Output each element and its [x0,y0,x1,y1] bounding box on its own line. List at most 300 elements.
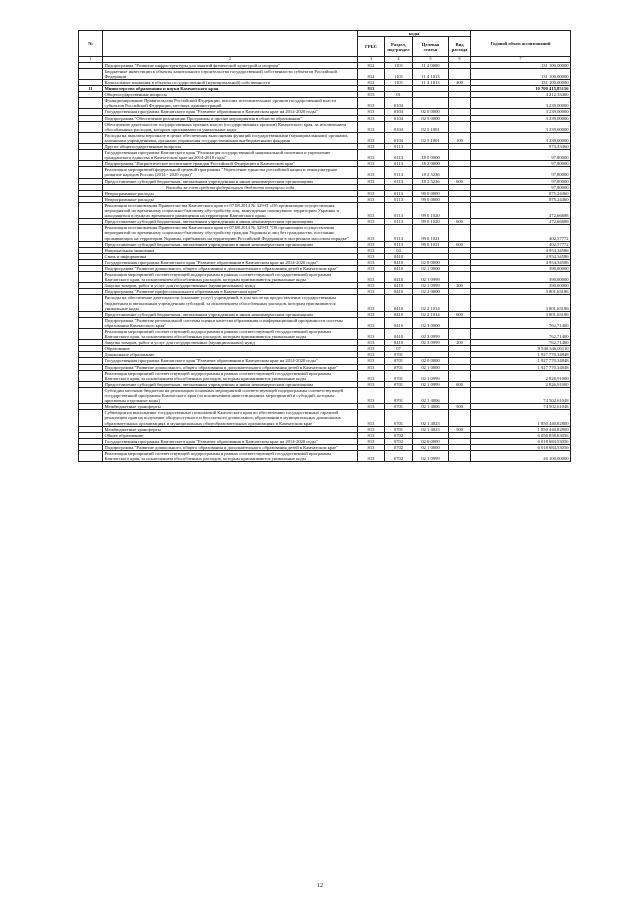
row-number [79,98,103,109]
row-grbs: 813 [358,225,385,241]
table-row [79,132,571,143]
row-target-article [413,98,449,109]
row-razdel: 0113 [385,241,413,247]
table-row [79,167,571,178]
row-razdel: 0702 [385,432,413,438]
table-row [79,370,571,381]
header-name [103,31,358,57]
row-target-article: 02 1 4023 [413,410,449,426]
row-expense-type [449,317,471,328]
row-name: Реализация постановления Правительства Камчатского края от 07.08.2014 № 329-П "Об организации осуществления мероприятий по временному социально-бытовому обустройству граждан Украины и лиц без гражданства, постоянно проживающих на территории Украины, прибывших на территорию Российской Федерации в экстренном массовом порядке" [103,225,358,241]
row-sum: 3 801,63186 [471,289,571,295]
row-sum: 973,33460 [471,144,571,150]
row-target-article: 11 4 1013 [413,68,449,79]
row-grbs: 812 [358,68,385,79]
header-csr: Целевая статья [413,37,449,57]
row-grbs: 813 [358,144,385,150]
row-grbs: 813 [358,404,385,410]
row-expense-type [449,98,471,109]
page-number: 12 [317,883,323,889]
row-name: Капитальные вложения в объекты государственной (муниципальной) собственности [103,79,358,85]
row-sum: 2 826,91000 [471,381,571,387]
row-name: Подпрограмма "Развитие инфраструктуры для занятий физической культурой и спортом" [103,62,358,68]
row-sum: 74 502,61048 [471,404,571,410]
row-sum: 74 502,61048 [471,387,571,403]
row-expense-type [449,68,471,79]
row-target-article: 02 1 0999 [413,283,449,289]
row-grbs: 813 [358,121,385,132]
row-sum: 3 239,00000 [471,109,571,115]
row-grbs: 813 [358,358,385,364]
row-name: Образование [103,346,358,352]
row-target-article: 02 2 0000 [413,289,449,295]
row-name: Обеспечение деятельности государственных органов власти (государственных органов) Камчатского края, за исключением обособленных расходов, которым присваиваются уникальные коды [103,121,358,132]
row-sum: 2 826,91000 [471,370,571,381]
row-razdel: 0113 [385,196,413,202]
row-razdel: 0701 [385,426,413,432]
row-razdel: 0113 [385,178,413,184]
column-index: 4 [385,57,413,63]
row-name: Межбюджетные трансферты [103,426,358,432]
row-number [79,132,103,143]
row-name: Предоставление субсидий бюджетным, автономным учреждениям и иным некоммерческим организациям [103,178,358,184]
row-number [79,317,103,328]
row-name: Государственная программа Камчатского края "Развитие образования в Камчатском крае на 2014-2020 годы" [103,438,358,444]
row-number [79,272,103,283]
row-target-article: 18 0 0000 [413,150,449,161]
row-razdel: 0104 [385,132,413,143]
row-grbs: 813 [358,295,385,311]
row-razdel: 1101 [385,68,413,79]
column-index: 7 [471,57,571,63]
row-sum: 20 100,00000 [471,450,571,461]
row-grbs: 813 [358,289,385,295]
row-expense-type [449,295,471,311]
table-row [79,150,571,161]
row-sum: 762,71400 [471,329,571,340]
row-target-article: 02 1 4006 [413,387,449,403]
row-grbs: 813 [358,329,385,340]
row-name: Реализация мероприятий соответствующей подпрограммы в рамках соответствующей государственной программы Камчатского края, за исключением обособленных расходов, которым присваиваются уникальные коды [103,450,358,461]
row-name: Государственная программа Камчатского края "Развитие образования в Камчатском крае на 2014-2020 годы" [103,358,358,364]
row-razdel: 0702 [385,444,413,450]
row-razdel: 0104 [385,109,413,115]
row-name: Подпрограмма "Развитие дошкольного, общего образования и дополнительного образования детей в Камчатском крае" [103,265,358,271]
row-grbs: 813 [358,132,385,143]
row-name: Предоставление субсидий бюджетным, автономным учреждениям и иным некоммерческим организациям [103,311,358,317]
row-target-article: 02 0 0000 [413,259,449,265]
row-number [79,202,103,218]
row-target-article: 02 3 0999 [413,340,449,346]
row-grbs: 813 [358,381,385,387]
row-name: Подпрограмма "Развитие региональной системы оценки качества образования и информационной прозрачности системы образования Камчатского края" [103,317,358,328]
row-sum: 131 100,00000 [471,79,571,85]
row-expense-type [449,150,471,161]
row-sum: 472,66688 [471,219,571,225]
row-grbs: 813 [358,364,385,370]
row-expense-type [449,202,471,218]
row-expense-type [449,167,471,178]
row-expense-type: 200 [449,340,471,346]
row-razdel: 0410 [385,317,413,328]
table-row [79,272,571,283]
row-target-article: 99 0 1020 [413,202,449,218]
row-sum: 97,80000 [471,167,571,178]
row-sum: 97,80000 [471,178,571,184]
row-sum: 1 850 440,82800 [471,410,571,426]
row-target-article: 99 0 0000 [413,190,449,196]
row-target-article: 99 0 1021 [413,225,449,241]
row-grbs: 813 [358,98,385,109]
table-row [79,202,571,218]
row-grbs: 813 [358,115,385,121]
row-name: Подпрограмма "Обеспечение реализации Программы и прочие мероприятия в области образования" [103,115,358,121]
row-expense-type: 400 [449,79,471,85]
column-index: 5 [413,57,449,63]
row-razdel: 0410 [385,259,413,265]
row-razdel: 0410 [385,272,413,283]
row-razdel: 1101 [385,79,413,85]
row-grbs: 813 [358,150,385,161]
row-razdel: 07 [385,346,413,352]
row-target-article: 02 0 0000 [413,438,449,444]
row-target-article: 02 1 0999 [413,450,449,461]
row-name: Подпрограмма "Развитие профессионального образования в Камчатском крае" [103,289,358,295]
row-name: Субвенции на выполнение государственных полномочий Камчатского края по обеспечению государственных гарантий реализации прав на получение общедоступного и бесплатного дошкольного образования в муниципальных дошкольных образовательных организациях и муниципальных общеобразовательных организациях в Камчатском крае [103,410,358,426]
row-expense-type: 600 [449,311,471,317]
row-name: Реализация мероприятий федеральной целевой программы "Укрепление единства российской нации и этнокультурное развитие народов России (2014 - 2020 годы)" [103,167,358,178]
row-sum: 4 954,34586 [471,247,571,253]
row-number [79,295,103,311]
row-expense-type: 500 [449,404,471,410]
row-name: Связь и информатика [103,253,358,259]
row-sum: 3 239,00000 [471,132,571,143]
row-target-article: 02 1 4023 [413,426,449,432]
row-target-article: 02 3 0000 [413,317,449,328]
row-target-article: 02 5 1001 [413,121,449,132]
row-name: Подпрограмма "Патриотическое воспитание граждан Российской Федерации в Камчатском крае" [103,161,358,167]
table-row [79,68,571,79]
row-razdel: 0113 [385,144,413,150]
row-target-article: 18 2 5236 [413,178,449,184]
row-grbs: 813 [358,92,385,98]
row-name: Предоставление субсидий бюджетным, автономным учреждениям и иным некоммерческим организациям [103,241,358,247]
row-razdel: 0113 [385,150,413,161]
row-name: Непрограммные расходы [103,196,358,202]
row-name: Министерство образования и науки Камчатского края [103,86,358,92]
row-target-article: 02 1 0000 [413,265,449,271]
row-razdel: 0410 [385,340,413,346]
row-sum: 6 056 858,63056 [471,432,571,438]
row-number [79,410,103,426]
row-sum: 3 239,00000 [471,115,571,121]
row-name: Подпрограмма "Развитие дошкольного, общего образования и дополнительного образования детей в Камчатском крае" [103,364,358,370]
row-name: Функционирование Правительства Российской Федерации, высших исполнительных органов государственной власти субъектов Российской Федерации, местных администраций [103,98,358,109]
row-razdel: 0701 [385,387,413,403]
row-expense-type: 600 [449,381,471,387]
row-sum: 1 927 770,34848 [471,364,571,370]
row-sum: 97,80000 [471,161,571,167]
row-name: Реализация постановления Правительства Камчатского края от 07.08.2014 № 329-П «Об организации осуществления мероприятий по временному социально-бытовому обустройству лиц, вынужденно покинувших территорию Украины и находящихся в пунктах временного размещения на территории Камчатского края» [103,202,358,218]
row-target-article: 18 2 0000 [413,161,449,167]
row-number [79,121,103,132]
row-name: Предоставление субсидий бюджетным, автономным учреждениям и иным некоммерческим организациям [103,381,358,387]
row-sum: 875,24460 [471,196,571,202]
header-number: № [79,31,103,57]
row-razdel: 0701 [385,404,413,410]
row-expense-type [449,272,471,283]
row-expense-type [449,450,471,461]
row-name: Государственная программа Камчатского края "Реализация государственной национальной политики и укрепление гражданского единства в Камчатском крае на 2014-2018 годы" [103,150,358,161]
row-razdel: 0701 [385,358,413,364]
row-razdel: 0113 [385,167,413,178]
row-grbs: 813 [358,86,385,92]
table-row [79,387,571,403]
row-expense-type: 500 [449,426,471,432]
row-sum: 6 018 684,53056 [471,438,571,444]
row-target-article: 02 5 0000 [413,115,449,121]
row-name: Расходы на выплаты персоналу в целях обеспечения выполнения функций государственными (муниципальными) органами, казенными учреждениями, органами управления государственными внебюджетными фондами [103,132,358,143]
row-sum: 1 850 440,82800 [471,426,571,432]
row-sum: 390,00000 [471,283,571,289]
row-target-article: 02 2 1014 [413,295,449,311]
row-razdel: 0702 [385,450,413,461]
row-grbs: 813 [358,283,385,289]
row-grbs: 813 [358,178,385,184]
row-grbs: 813 [358,410,385,426]
row-name: Предоставление субсидий бюджетным, автономным учреждениям и иным некоммерческим организациям [103,219,358,225]
row-target-article: 02 2 1014 [413,311,449,317]
row-name: Другие общегосударственные вопросы [103,144,358,150]
row-razdel: 0410 [385,265,413,271]
table-body [79,62,571,461]
row-razdel: 0104 [385,98,413,109]
row-name: Национальная экономика [103,247,358,253]
row-grbs: 813 [358,317,385,328]
row-number [79,387,103,403]
row-name: Реализация мероприятий соответствующей подпрограммы в рамках соответствующей государственной программы Камчатского края, за исключением обособленных расходов, которым присваиваются уникальные коды [103,370,358,381]
row-razdel: 0104 [385,121,413,132]
row-razdel: 0113 [385,225,413,241]
row-sum: 762,71400 [471,317,571,328]
row-expense-type [449,121,471,132]
row-target-article: 11 4 0000 [413,62,449,68]
row-target-article: 02 1 0000 [413,444,449,450]
row-sum: 4 212,33460 [471,92,571,98]
table-row [79,121,571,132]
row-expense-type [449,370,471,381]
row-name: Субсидии местным бюджетам на реализацию основных мероприятий соответствующей подпрограммы соответствующей государственной программы Камчатского края (за исключением инвестиционных мероприятий и субсидий, которым присвоены отдельные коды) [103,387,358,403]
column-index: 6 [449,57,471,63]
row-sum: 762,71400 [471,340,571,346]
row-grbs: 813 [358,450,385,461]
row-target-article: 99 0 1020 [413,219,449,225]
table-row [79,450,571,461]
row-expense-type [449,329,471,340]
row-razdel: 0410 [385,329,413,340]
table-row [79,317,571,328]
row-sum: 6 018 684,53056 [471,444,571,450]
row-razdel: 0701 [385,381,413,387]
row-name: Закупка товаров, работ и услуг для государственных (муниципальных) нужд [103,283,358,289]
row-target-article: 02 0 0000 [413,358,449,364]
row-number [79,225,103,241]
row-sum: 10 700 415,85156 [471,86,571,92]
row-sum: 9 540 346,00110 [471,346,571,352]
header-vid: Вид расхода [449,37,471,57]
row-number [79,450,103,461]
row-sum: 390,00000 [471,265,571,271]
row-grbs: 813 [358,352,385,358]
row-expense-type: 100 [449,132,471,143]
row-expense-type [449,225,471,241]
row-sum: 1 927 770,34848 [471,358,571,364]
row-sum: 472,66688 [471,202,571,218]
row-grbs: 813 [358,272,385,283]
row-grbs: 812 [358,62,385,68]
row-razdel: 0410 [385,311,413,317]
row-name: Государственная программа Камчатского края "Развитие образования в Камчатском крае на 2014-2020 годы" [103,259,358,265]
row-target-article: 02 1 0999 [413,381,449,387]
row-grbs: 813 [358,432,385,438]
row-sum: 3 239,00000 [471,121,571,132]
row-expense-type: 600 [449,178,471,184]
row-razdel: 0701 [385,364,413,370]
row-sum: 97,80000 [471,184,571,190]
row-grbs: 813 [358,438,385,444]
row-razdel: 0702 [385,438,413,444]
row-sum: 402,57772 [471,225,571,241]
row-number [79,329,103,340]
row-number [79,370,103,381]
row-grbs: 813 [358,161,385,167]
row-grbs: 813 [358,219,385,225]
header-sum: Годовой объем ассигнований [471,31,571,57]
header-codes: коды [358,31,471,37]
row-grbs: 813 [358,259,385,265]
row-razdel: 0410 [385,289,413,295]
row-grbs: 812 [358,79,385,85]
column-index: 3 [358,57,385,63]
row-razdel: 0104 [385,115,413,121]
row-grbs: 813 [358,247,385,253]
row-grbs: 813 [358,202,385,218]
row-sum: 402,57772 [471,241,571,247]
header-razdel: Раздел, под-раздел [385,37,413,57]
row-target-article: 18 2 5236 [413,167,449,178]
row-grbs: 813 [358,370,385,381]
row-grbs: 813 [358,196,385,202]
row-number [79,150,103,161]
row-razdel: 0410 [385,283,413,289]
table-row [79,410,571,426]
row-number [79,68,103,79]
row-grbs: 813 [358,109,385,115]
row-grbs: 813 [358,190,385,196]
row-expense-type: 600 [449,219,471,225]
row-sum: 131 100,00000 [471,68,571,79]
row-razdel: 0410 [385,253,413,259]
row-target-article: 02 1 0000 [413,364,449,370]
row-target-article: 02 1 4006 [413,404,449,410]
row-name: Реализация мероприятий соответствующей подпрограммы в рамках соответствующей государственной программы Камчатского края, за исключением обособленных расходов, которым присваиваются уникальные коды [103,272,358,283]
row-razdel: 0113 [385,161,413,167]
row-grbs: 813 [358,265,385,271]
row-target-article: 02 1 0999 [413,370,449,381]
row-target-article: 99 0 0000 [413,196,449,202]
row-razdel: 0113 [385,219,413,225]
row-name: Подпрограмма "Развитие дошкольного, общего образования и дополнительного образования детей в Камчатском крае" [103,444,358,450]
row-grbs: 813 [358,340,385,346]
row-name: Общее образование [103,432,358,438]
row-grbs: 813 [358,444,385,450]
row-grbs: 813 [358,241,385,247]
row-sum: 4 954,34586 [471,253,571,259]
row-razdel: 0113 [385,202,413,218]
row-sum: 875,24460 [471,190,571,196]
column-index: 1 [79,57,103,63]
row-name: Дошкольное образование [103,352,358,358]
row-sum: 4 954,34586 [471,259,571,265]
row-grbs: 813 [358,426,385,432]
row-razdel: 04 [385,247,413,253]
row-sum: 131 100,00000 [471,62,571,68]
row-sum: 1 927 770,34848 [471,352,571,358]
row-name: Расходы за счет средств федерального бюджета текущего года [103,184,358,190]
row-name: Непрограммные расходы [103,190,358,196]
row-name: Общегосударственные вопросы [103,92,358,98]
row-sum: 390,00000 [471,272,571,283]
row-grbs: 813 [358,346,385,352]
table-row [79,98,571,109]
row-name: Межбюджетные трансферты [103,404,358,410]
row-name: Государственная программа Камчатского края "Развитие образования в Камчатском крае на 2014-2020 годы" [103,109,358,115]
row-expense-type: 200 [449,283,471,289]
row-razdel: 0701 [385,352,413,358]
row-sum: 3 239,00000 [471,98,571,109]
row-expense-type [449,410,471,426]
row-target-article: 02 1 0999 [413,272,449,283]
row-razdel: 0113 [385,190,413,196]
row-number [79,167,103,178]
row-razdel: 0410 [385,295,413,311]
row-grbs: 813 [358,253,385,259]
column-index: 2 [103,57,358,63]
row-expense-type [449,387,471,403]
row-sum: 3 801,63186 [471,311,571,317]
row-sum: 97,80000 [471,150,571,161]
row-target-article: 11 4 1013 [413,79,449,85]
row-number: 11 [79,86,103,92]
row-razdel: 01 [385,92,413,98]
row-name: Реализация мероприятий соответствующей подпрограммы в рамках соответствующей государственной программы Камчатского края, за исключением обособленных расходов, которым присваиваются уникальные коды [103,329,358,340]
row-name: Расходы на обеспечение деятельности (оказание услуг) учреждений, в том числе на предоставление государственным бюджетным и автономным учреждениям субсидий, за исключением обособленных расходов, которым присваиваются уникальные коды [103,295,358,311]
row-sum: 3 801,63186 [471,295,571,311]
row-razdel: 1101 [385,62,413,68]
row-grbs: 813 [358,167,385,178]
row-grbs: 813 [358,311,385,317]
table-row [79,329,571,340]
row-razdel: 0701 [385,370,413,381]
row-grbs: 813 [358,387,385,403]
row-target-article: 99 0 1021 [413,241,449,247]
row-name: Закупка товаров, работ и услуг для государственных (муниципальных) нужд [103,340,358,346]
row-expense-type: 600 [449,241,471,247]
row-target-article: 02 3 0999 [413,329,449,340]
row-name: Бюджетные инвестиции в объекты капитального строительства государственной собственности субъектов Российской Федерации [103,68,358,79]
table-header [79,31,571,63]
row-target-article: 02 5 1001 [413,132,449,143]
